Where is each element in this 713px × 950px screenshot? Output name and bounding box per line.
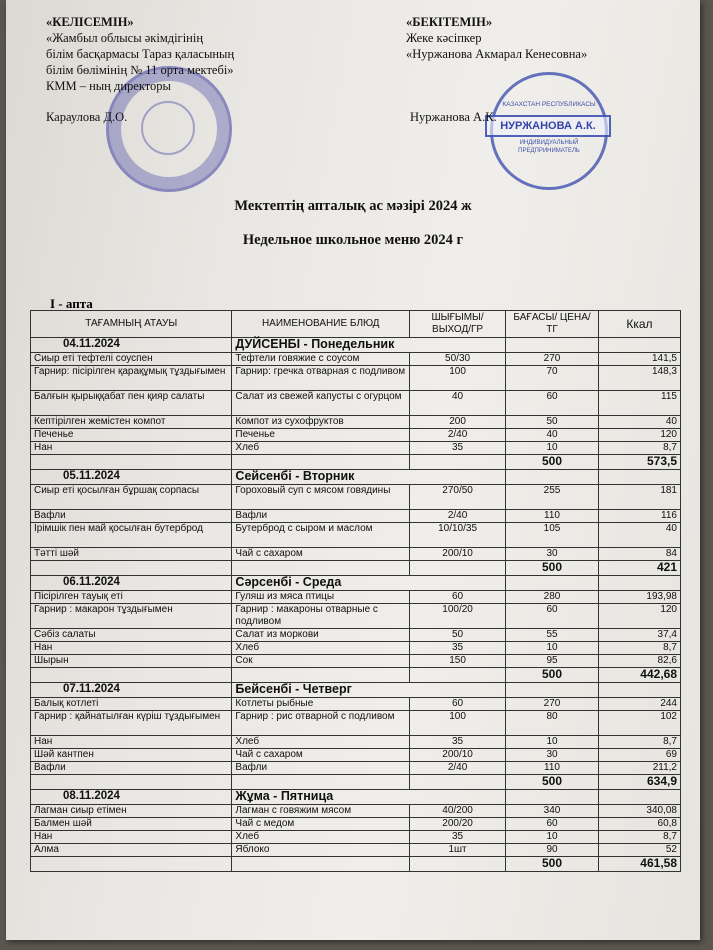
col-header-output: ШЫҒЫМЫ/ ВЫХОД/ГР bbox=[410, 311, 506, 338]
menu-table bbox=[30, 310, 681, 872]
dish-output: 35 bbox=[410, 736, 506, 749]
dish-price: 80 bbox=[506, 711, 599, 736]
dish-kcal: 116 bbox=[598, 510, 680, 523]
col-header-kcal: Ккал bbox=[598, 311, 680, 338]
dish-name-ru: Гороховый суп с мясом говядины bbox=[232, 485, 410, 510]
dish-kcal: 52 bbox=[598, 844, 680, 857]
dish-name-ru: Хлеб bbox=[232, 736, 410, 749]
dish-output: 200 bbox=[410, 416, 506, 429]
day-total-row bbox=[31, 857, 681, 872]
dish-price: 95 bbox=[506, 655, 599, 668]
table-row bbox=[31, 749, 681, 762]
dish-name-kz: Нан bbox=[31, 642, 232, 655]
table-row bbox=[31, 711, 681, 736]
dish-name-kz: Шәй кантпен bbox=[31, 749, 232, 762]
dish-price: 105 bbox=[506, 523, 599, 548]
dish-name-ru: Хлеб bbox=[232, 642, 410, 655]
day-name: Сейсенбі - Вторник bbox=[232, 470, 506, 485]
table-row bbox=[31, 698, 681, 711]
total-kcal: 634,9 bbox=[598, 775, 680, 790]
dish-price: 55 bbox=[506, 629, 599, 642]
dish-name-kz: Сиыр еті тефтелі соуспен bbox=[31, 353, 232, 366]
table-row bbox=[31, 762, 681, 775]
dish-price: 110 bbox=[506, 510, 599, 523]
title-russian: Недельное школьное меню 2024 г bbox=[242, 232, 464, 248]
day-date: 08.11.2024 bbox=[31, 790, 232, 805]
dish-price: 60 bbox=[506, 818, 599, 831]
dish-name-kz: Сәбіз салаты bbox=[31, 629, 232, 642]
dish-output: 270/50 bbox=[410, 485, 506, 510]
dish-name-ru: Гуляш из мяса птицы bbox=[232, 591, 410, 604]
table-row bbox=[31, 548, 681, 561]
dish-name-kz: Ірімшік пен май қосылған бутерброд bbox=[31, 523, 232, 548]
dish-output: 1шт bbox=[410, 844, 506, 857]
day-date: 07.11.2024 bbox=[31, 683, 232, 698]
dish-name-kz: Лагман сиыр етімен bbox=[31, 805, 232, 818]
dish-kcal: 82,6 bbox=[598, 655, 680, 668]
dish-kcal: 60,8 bbox=[598, 818, 680, 831]
table-row bbox=[31, 642, 681, 655]
dish-name-kz: Гарнир: пісірілген қарақұмық тұздығымен bbox=[31, 366, 232, 391]
day-header-row bbox=[31, 576, 681, 591]
table-row bbox=[31, 523, 681, 548]
dish-name-kz: Балық котлеті bbox=[31, 698, 232, 711]
day-name: Сәрсенбі - Среда bbox=[232, 576, 506, 591]
dish-name-kz: Балмен шәй bbox=[31, 818, 232, 831]
dish-name-ru: Яблоко bbox=[232, 844, 410, 857]
table-row bbox=[31, 629, 681, 642]
total-price: 500 bbox=[506, 857, 599, 872]
dish-kcal: 37,4 bbox=[598, 629, 680, 642]
dish-price: 10 bbox=[506, 642, 599, 655]
dish-kcal: 40 bbox=[598, 416, 680, 429]
dish-output: 50 bbox=[410, 629, 506, 642]
dish-price: 340 bbox=[506, 805, 599, 818]
total-price: 500 bbox=[506, 668, 599, 683]
total-kcal: 442,68 bbox=[598, 668, 680, 683]
dish-kcal: 193,98 bbox=[598, 591, 680, 604]
table-row bbox=[31, 391, 681, 416]
dish-price: 30 bbox=[506, 548, 599, 561]
dish-name-ru: Лагман с говяжим мясом bbox=[232, 805, 410, 818]
table-row bbox=[31, 485, 681, 510]
total-kcal: 461,58 bbox=[598, 857, 680, 872]
dish-kcal: 115 bbox=[598, 391, 680, 416]
day-header-row bbox=[31, 338, 681, 353]
dish-name-kz: Сиыр еті қосылған бұршақ сорпасы bbox=[31, 485, 232, 510]
dish-name-kz: Гарнир : қайнатылған күріш тұздығымен bbox=[31, 711, 232, 736]
approval-title-right: «БЕКІТЕМІН» bbox=[406, 15, 493, 29]
dish-name-kz: Шырын bbox=[31, 655, 232, 668]
table-row bbox=[31, 604, 681, 629]
dish-name-kz: Вафли bbox=[31, 762, 232, 775]
table-row bbox=[31, 591, 681, 604]
dish-output: 40/200 bbox=[410, 805, 506, 818]
dish-name-kz: Пісірілген тауық еті bbox=[31, 591, 232, 604]
title-kazakh: Мектептің апталық ас мәзірі 2024 ж bbox=[234, 198, 472, 214]
col-header-ru: НАИМЕНОВАНИЕ БЛЮД bbox=[232, 311, 410, 338]
dish-output: 2/40 bbox=[410, 510, 506, 523]
dish-output: 200/20 bbox=[410, 818, 506, 831]
dish-kcal: 8,7 bbox=[598, 442, 680, 455]
dish-price: 40 bbox=[506, 429, 599, 442]
approval-block-right: «БЕКІТЕМІН» Жеке кәсіпкер «Нуржанова Акмарал Кенесовна» bbox=[406, 15, 588, 61]
dish-name-ru: Сок bbox=[232, 655, 410, 668]
day-name: ДУЙСЕНБІ - Понедельник bbox=[232, 338, 506, 353]
dish-name-ru: Вафли bbox=[232, 510, 410, 523]
dish-name-ru: Печенье bbox=[232, 429, 410, 442]
document-page bbox=[6, 0, 700, 940]
dish-name-ru: Салат из моркови bbox=[232, 629, 410, 642]
dish-price: 10 bbox=[506, 736, 599, 749]
table-row bbox=[31, 831, 681, 844]
dish-output: 2/40 bbox=[410, 429, 506, 442]
dish-name-ru: Гарнир : рис отварной с подливом bbox=[232, 711, 410, 736]
dish-price: 10 bbox=[506, 831, 599, 844]
dish-name-kz: Гарнир : макарон тұздығымен bbox=[31, 604, 232, 629]
signature-left: Караулова Д.О. bbox=[46, 110, 128, 124]
table-row bbox=[31, 416, 681, 429]
dish-output: 10/10/35 bbox=[410, 523, 506, 548]
day-total-row bbox=[31, 775, 681, 790]
dish-name-ru: Котлеты рыбные bbox=[232, 698, 410, 711]
dish-kcal: 148,3 bbox=[598, 366, 680, 391]
dish-price: 110 bbox=[506, 762, 599, 775]
table-row bbox=[31, 818, 681, 831]
dish-output: 100/20 bbox=[410, 604, 506, 629]
total-kcal: 573,5 bbox=[598, 455, 680, 470]
dish-kcal: 8,7 bbox=[598, 831, 680, 844]
dish-output: 40 bbox=[410, 391, 506, 416]
dish-kcal: 40 bbox=[598, 523, 680, 548]
total-price: 500 bbox=[506, 775, 599, 790]
dish-price: 30 bbox=[506, 749, 599, 762]
dish-output: 35 bbox=[410, 831, 506, 844]
col-header-kz: ТАҒАМНЫҢ АТАУЫ bbox=[31, 311, 232, 338]
dish-kcal: 84 bbox=[598, 548, 680, 561]
dish-name-ru: Хлеб bbox=[232, 831, 410, 844]
day-name: Бейсенбі - Четверг bbox=[232, 683, 506, 698]
dish-name-ru: Гарнир: гречка отварная с подливом bbox=[232, 366, 410, 391]
dish-price: 90 bbox=[506, 844, 599, 857]
col-header-price: БАҒАСЫ/ ЦЕНА/ТГ bbox=[506, 311, 599, 338]
dish-output: 100 bbox=[410, 366, 506, 391]
dish-name-kz: Нан bbox=[31, 831, 232, 844]
day-date: 05.11.2024 bbox=[31, 470, 232, 485]
dish-output: 200/10 bbox=[410, 749, 506, 762]
dish-output: 100 bbox=[410, 711, 506, 736]
dish-name-kz: Нан bbox=[31, 736, 232, 749]
total-price: 500 bbox=[506, 455, 599, 470]
week-label: I - апта bbox=[50, 296, 93, 311]
dish-name-ru: Гарнир : макароны отварные с подливом bbox=[232, 604, 410, 629]
dish-price: 70 bbox=[506, 366, 599, 391]
table-row bbox=[31, 510, 681, 523]
dish-name-ru: Тефтели говяжие с соусом bbox=[232, 353, 410, 366]
dish-price: 60 bbox=[506, 391, 599, 416]
table-row bbox=[31, 353, 681, 366]
day-date: 06.11.2024 bbox=[31, 576, 232, 591]
dish-name-kz: Тәтті шәй bbox=[31, 548, 232, 561]
dish-name-ru: Чай с медом bbox=[232, 818, 410, 831]
dish-kcal: 141,5 bbox=[598, 353, 680, 366]
dish-output: 60 bbox=[410, 698, 506, 711]
dish-output: 35 bbox=[410, 442, 506, 455]
table-row bbox=[31, 655, 681, 668]
table-row bbox=[31, 366, 681, 391]
table-row bbox=[31, 736, 681, 749]
dish-price: 270 bbox=[506, 353, 599, 366]
dish-kcal: 120 bbox=[598, 429, 680, 442]
dish-name-ru: Салат из свежей капусты с огурцом bbox=[232, 391, 410, 416]
dish-price: 280 bbox=[506, 591, 599, 604]
dish-price: 270 bbox=[506, 698, 599, 711]
dish-kcal: 340,08 bbox=[598, 805, 680, 818]
day-name: Жұма - Пятница bbox=[232, 790, 506, 805]
day-header-row bbox=[31, 683, 681, 698]
dish-kcal: 8,7 bbox=[598, 642, 680, 655]
dish-kcal: 211,2 bbox=[598, 762, 680, 775]
dish-kcal: 102 bbox=[598, 711, 680, 736]
dish-price: 10 bbox=[506, 442, 599, 455]
total-kcal: 421 bbox=[598, 561, 680, 576]
dish-price: 60 bbox=[506, 604, 599, 629]
dish-kcal: 8,7 bbox=[598, 736, 680, 749]
entrepreneur-stamp: КАЗАХСТАН РЕСПУБЛИКАСЫ НУРЖАНОВА А.К. ИНДИВИДУАЛЬНЫЙ ПРЕДПРИНИМАТЕЛЬ bbox=[490, 72, 608, 190]
dish-name-ru: Бутерброд с сыром и маслом bbox=[232, 523, 410, 548]
day-total-row bbox=[31, 668, 681, 683]
approval-block-left: «КЕЛІСЕМІН» «Жамбыл облысы әкімдігінің білім басқармасы Тараз қаласының білім бөлімінің № 11 орта мектебі» КММ – ның директоры bbox=[46, 15, 235, 93]
dish-output: 2/40 bbox=[410, 762, 506, 775]
dish-price: 50 bbox=[506, 416, 599, 429]
dish-name-kz: Печенье bbox=[31, 429, 232, 442]
dish-name-kz: Вафли bbox=[31, 510, 232, 523]
dish-name-ru: Вафли bbox=[232, 762, 410, 775]
dish-output: 50/30 bbox=[410, 353, 506, 366]
dish-price: 255 bbox=[506, 485, 599, 510]
dish-name-ru: Компот из сухофруктов bbox=[232, 416, 410, 429]
dish-kcal: 120 bbox=[598, 604, 680, 629]
dish-kcal: 181 bbox=[598, 485, 680, 510]
dish-output: 35 bbox=[410, 642, 506, 655]
day-header-row bbox=[31, 790, 681, 805]
dish-name-ru: Чай с сахаром bbox=[232, 749, 410, 762]
dish-kcal: 69 bbox=[598, 749, 680, 762]
table-row bbox=[31, 429, 681, 442]
dish-name-ru: Чай с сахаром bbox=[232, 548, 410, 561]
dish-name-ru: Хлеб bbox=[232, 442, 410, 455]
signature-right: Нуржанова А.К. bbox=[410, 110, 497, 124]
table-row bbox=[31, 844, 681, 857]
dish-name-kz: Балғын қырыққабат пен қияр салаты bbox=[31, 391, 232, 416]
day-total-row bbox=[31, 455, 681, 470]
dish-output: 150 bbox=[410, 655, 506, 668]
dish-output: 200/10 bbox=[410, 548, 506, 561]
day-header-row bbox=[31, 470, 681, 485]
day-total-row bbox=[31, 561, 681, 576]
table-row bbox=[31, 442, 681, 455]
day-date: 04.11.2024 bbox=[31, 338, 232, 353]
dish-name-kz: Кептірілген жемістен компот bbox=[31, 416, 232, 429]
table-row bbox=[31, 805, 681, 818]
dish-kcal: 244 bbox=[598, 698, 680, 711]
approval-title-left: «КЕЛІСЕМІН» bbox=[46, 15, 134, 29]
dish-output: 60 bbox=[410, 591, 506, 604]
dish-name-kz: Алма bbox=[31, 844, 232, 857]
dish-name-kz: Нан bbox=[31, 442, 232, 455]
total-price: 500 bbox=[506, 561, 599, 576]
table-header-row bbox=[31, 311, 681, 338]
